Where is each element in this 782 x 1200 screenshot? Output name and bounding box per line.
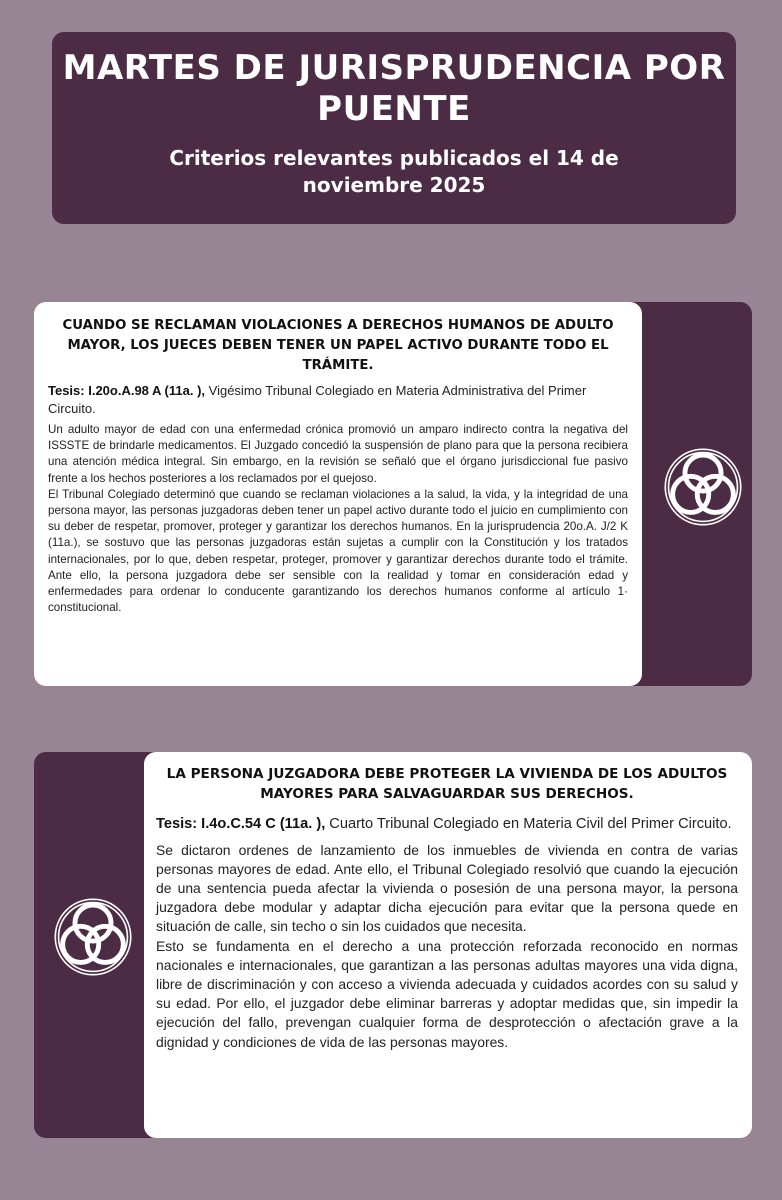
card-1-paragraph-1: Un adulto mayor de edad con una enfermedad crónica promovió un amparo indirecto contra la negativa del ISSSTE de brindarle medicamentos. El Juzgado concedió la suspensión de plano para que la persona recibiera una atención médica integral. Sin embargo, en la revisión se señaló que el órgano jurisdiccional fue pasivo frente a los hechos posteriores a los reclamados por el quejoso. — [48, 423, 628, 485]
page-title: MARTES DE JURISPRUDENCIA POR PUENTE — [62, 48, 726, 129]
page-subtitle: Criterios relevantes publicados el 14 de noviembre 2025 — [169, 146, 619, 197]
card-2-paragraph-1: Se dictaron ordenes de lanzamiento de los inmuebles de vivienda en contra de varias personas mayores de edad. Ante ello, el Tribunal Colegiado resolvió que cuando la ejecución de una sentencia pueda afectar la vivienda o posesión de una persona mayor, la persona juzgadora debe modular y adaptar dicha ejecución para evitar que la persona quede en situación de calle, sin techo o sin los cuidados que necesita. — [156, 841, 738, 935]
card-2-paragraph-2: Esto se fundamenta en el derecho a una protección reforzada reconocido en normas nacionales e internacionales, que garantizan a las personas adultas mayores una vida digna, libre de discriminación y con acceso a vivienda adecuada y cuidados acordes con su salud y su edad. Por ello, el juzgador debe eliminar barreras y adoptar medidas que, sin impedir la ejecución del fallo, prevengan cualquier forma de desprotección o afectación grave a la dignidad y condiciones de vida de las personas mayores. — [156, 937, 738, 1050]
card-1-tesis-court: Vigésimo Tribunal Colegiado en Materia Administrativa del Primer Circuito. — [48, 383, 587, 416]
header-banner — [52, 32, 736, 224]
card-1-paragraph-2: El Tribunal Colegiado determinó que cuando se reclaman violaciones a la salud, la vida, y la integridad de una persona mayor, las personas juzgadoras deben tener un papel activo durante todo el juicio en cumplimiento con su deber de respetar, promover, proteger y garantizar los derechos humanos. En la jurisprudencia 20o.A. J/2 K (11a.), se sostuvo que las personas juzgadoras están sujetas a cumplir con la Constitución y los tratados internacionales, por lo que, deben respetar, proteger, promover y garantizar derechos durante todo el trámite. Ante ello, la persona juzgadora debe ser sensible con la realidad y tomar en consideración edad y enfermedades para ordenar lo conducente garantizando los derechos humanos conforme al artículo 1· constitucional. — [48, 487, 628, 615]
criterio-card-1 — [34, 302, 642, 686]
card-1-title: CUANDO SE RECLAMAN VIOLACIONES A DERECHOS HUMANOS DE ADULTO MAYOR, LOS JUECES DEBEN TENER UN PAPEL ACTIVO DURANTE TODO EL TRÁMITE. — [62, 318, 614, 373]
card-2-tesis — [156, 814, 738, 835]
celtic-knot-icon — [662, 446, 744, 528]
card-2-tesis-label: Tesis: I.4o.C.54 C (11a. ), — [156, 816, 326, 832]
card-2-title: LA PERSONA JUZGADORA DEBE PROTEGER LA VIVIENDA DE LOS ADULTOS MAYORES PARA SALVAGUARDAR SUS DERECHOS. — [166, 766, 728, 802]
card-1-tesis — [48, 382, 628, 418]
card-2-tesis-court: Cuarto Tribunal Colegiado en Materia Civil del Primer Circuito. — [325, 816, 732, 832]
card-1-tesis-label: Tesis: I.20o.A.98 A (11a. ), — [48, 383, 206, 398]
criterio-card-2 — [144, 752, 752, 1138]
celtic-knot-icon — [52, 896, 134, 978]
